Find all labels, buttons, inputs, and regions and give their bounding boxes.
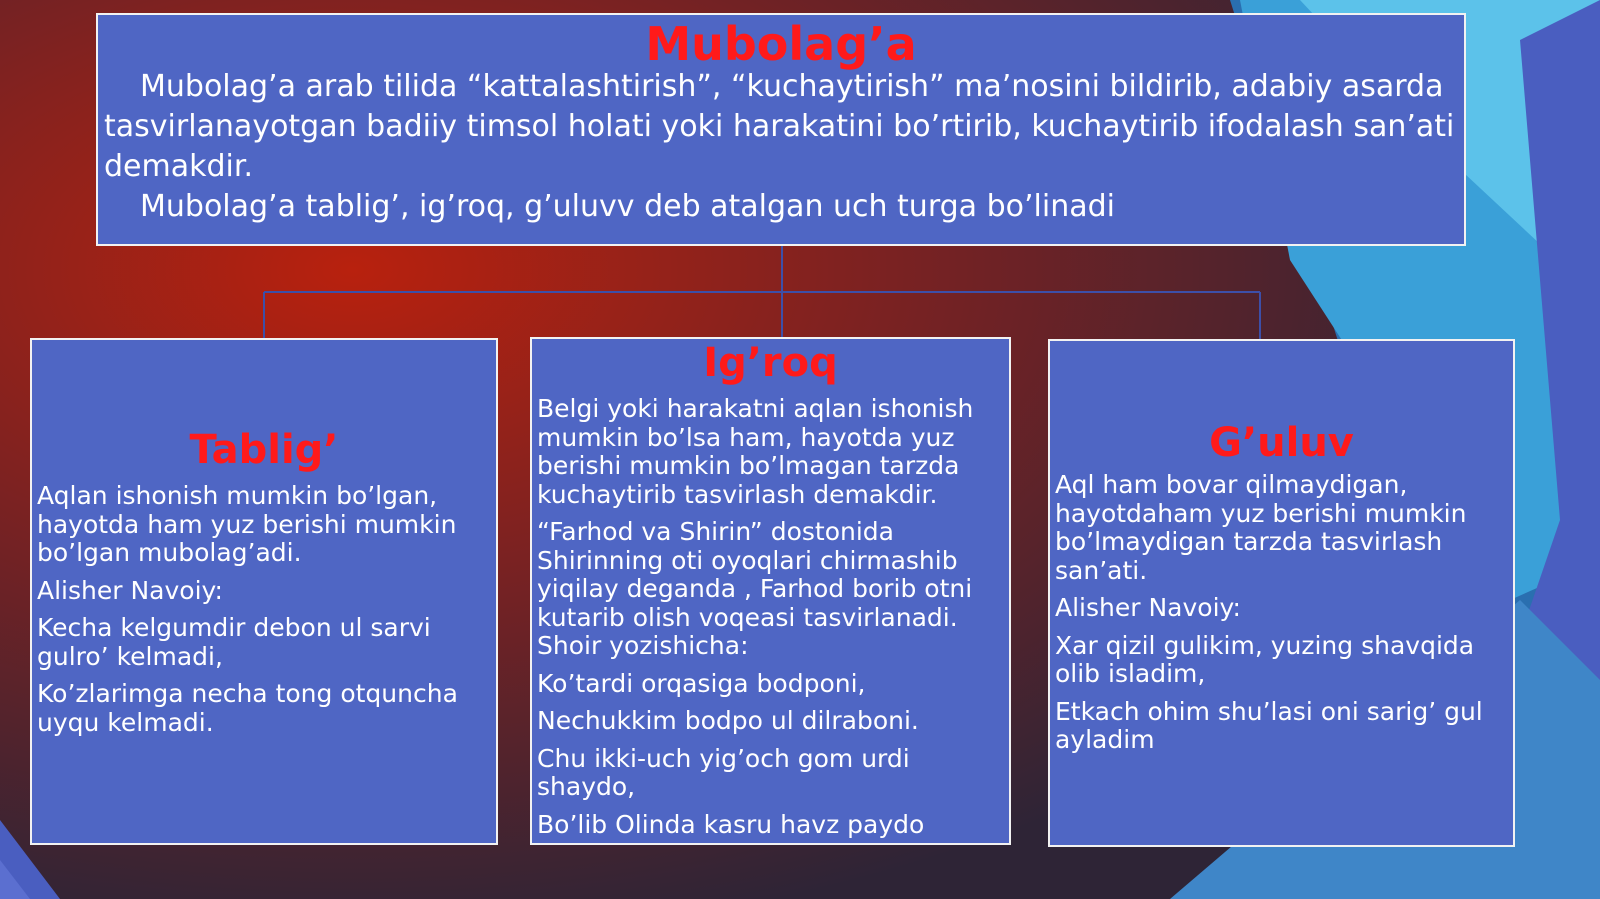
definition-text: Mubolag’a arab tilida “kattalashtirish”, “kuchaytirish” ma’nosini bildirib, adabiy asarda tasvirlanayotgan badiiy timsol holati yoki harakatini bo’rtirib, kuchaytirib ifodalash san’ati demakdir.: [104, 69, 1455, 184]
definition-box: [96, 13, 1466, 246]
types-text: Mubolag’a tablig’, ig’roq, g’uluvv deb atalgan uch turga bo’linadi: [140, 189, 1115, 224]
guluv-title: G’uluv: [1209, 420, 1354, 466]
igroq-verse-line: Ko’tardi orqasiga bodponi,: [537, 668, 866, 698]
tablig-title: Tablig’: [189, 427, 339, 473]
guluv-author: Alisher Navoiy:: [1055, 593, 1241, 622]
igroq-example: “Farhod va Shirin” dostonida Shirinning oti oyoqlari chirmashib yiqilay deganda , Farhod borib otni kutarib olish voqeasi tasvirlanadi. Shoir yozishicha:: [537, 517, 973, 660]
tablig-definition: Aqlan ishonish mumkin bo’lgan, hayotda ham yuz berishi mumkin bo’lgan mubolag’adi.: [37, 481, 457, 567]
igroq-box: [530, 337, 1011, 845]
main-title: Mubolag’a: [645, 17, 917, 71]
igroq-definition: Belgi yoki harakatni aqlan ishonish mumkin bo’lsa ham, hayotda yuz berishi mumkin bo’lmagan tarzda kuchaytirib tasvirlash demakdir.: [537, 394, 974, 509]
igroq-verse-line: Chu ikki-uch yig’och gom urdi shaydo,: [537, 743, 910, 801]
guluv-verse-line: Etkach ohim shu’lasi oni sarig’ gul ayladim: [1055, 696, 1483, 754]
igroq-verse-line: Bo’lib Olinda kasru havz paydo: [537, 809, 925, 839]
igroq-verse-line: Nechukkim bodpo ul dilraboni.: [537, 706, 919, 735]
guluv-definition: Aql ham bovar qilmaydigan, hayotdaham yuz berishi mumkin bo’lmaydigan tarzda tasvirlash san’ati.: [1055, 470, 1467, 585]
igroq-title: Ig’roq: [703, 340, 838, 386]
tablig-verse-line: Ko’zlarimga necha tong otquncha uyqu kelmadi.: [37, 679, 458, 737]
guluv-verse-line: Xar qizil gulikim, yuzing shavqida olib isladim,: [1055, 630, 1475, 688]
tablig-box: [30, 338, 498, 845]
tablig-author: Alisher Navoiy:: [37, 575, 223, 605]
tablig-verse-line: Kecha kelgumdir debon ul sarvi gulro’ kelmadi,: [37, 613, 431, 671]
guluv-box: [1048, 339, 1515, 847]
